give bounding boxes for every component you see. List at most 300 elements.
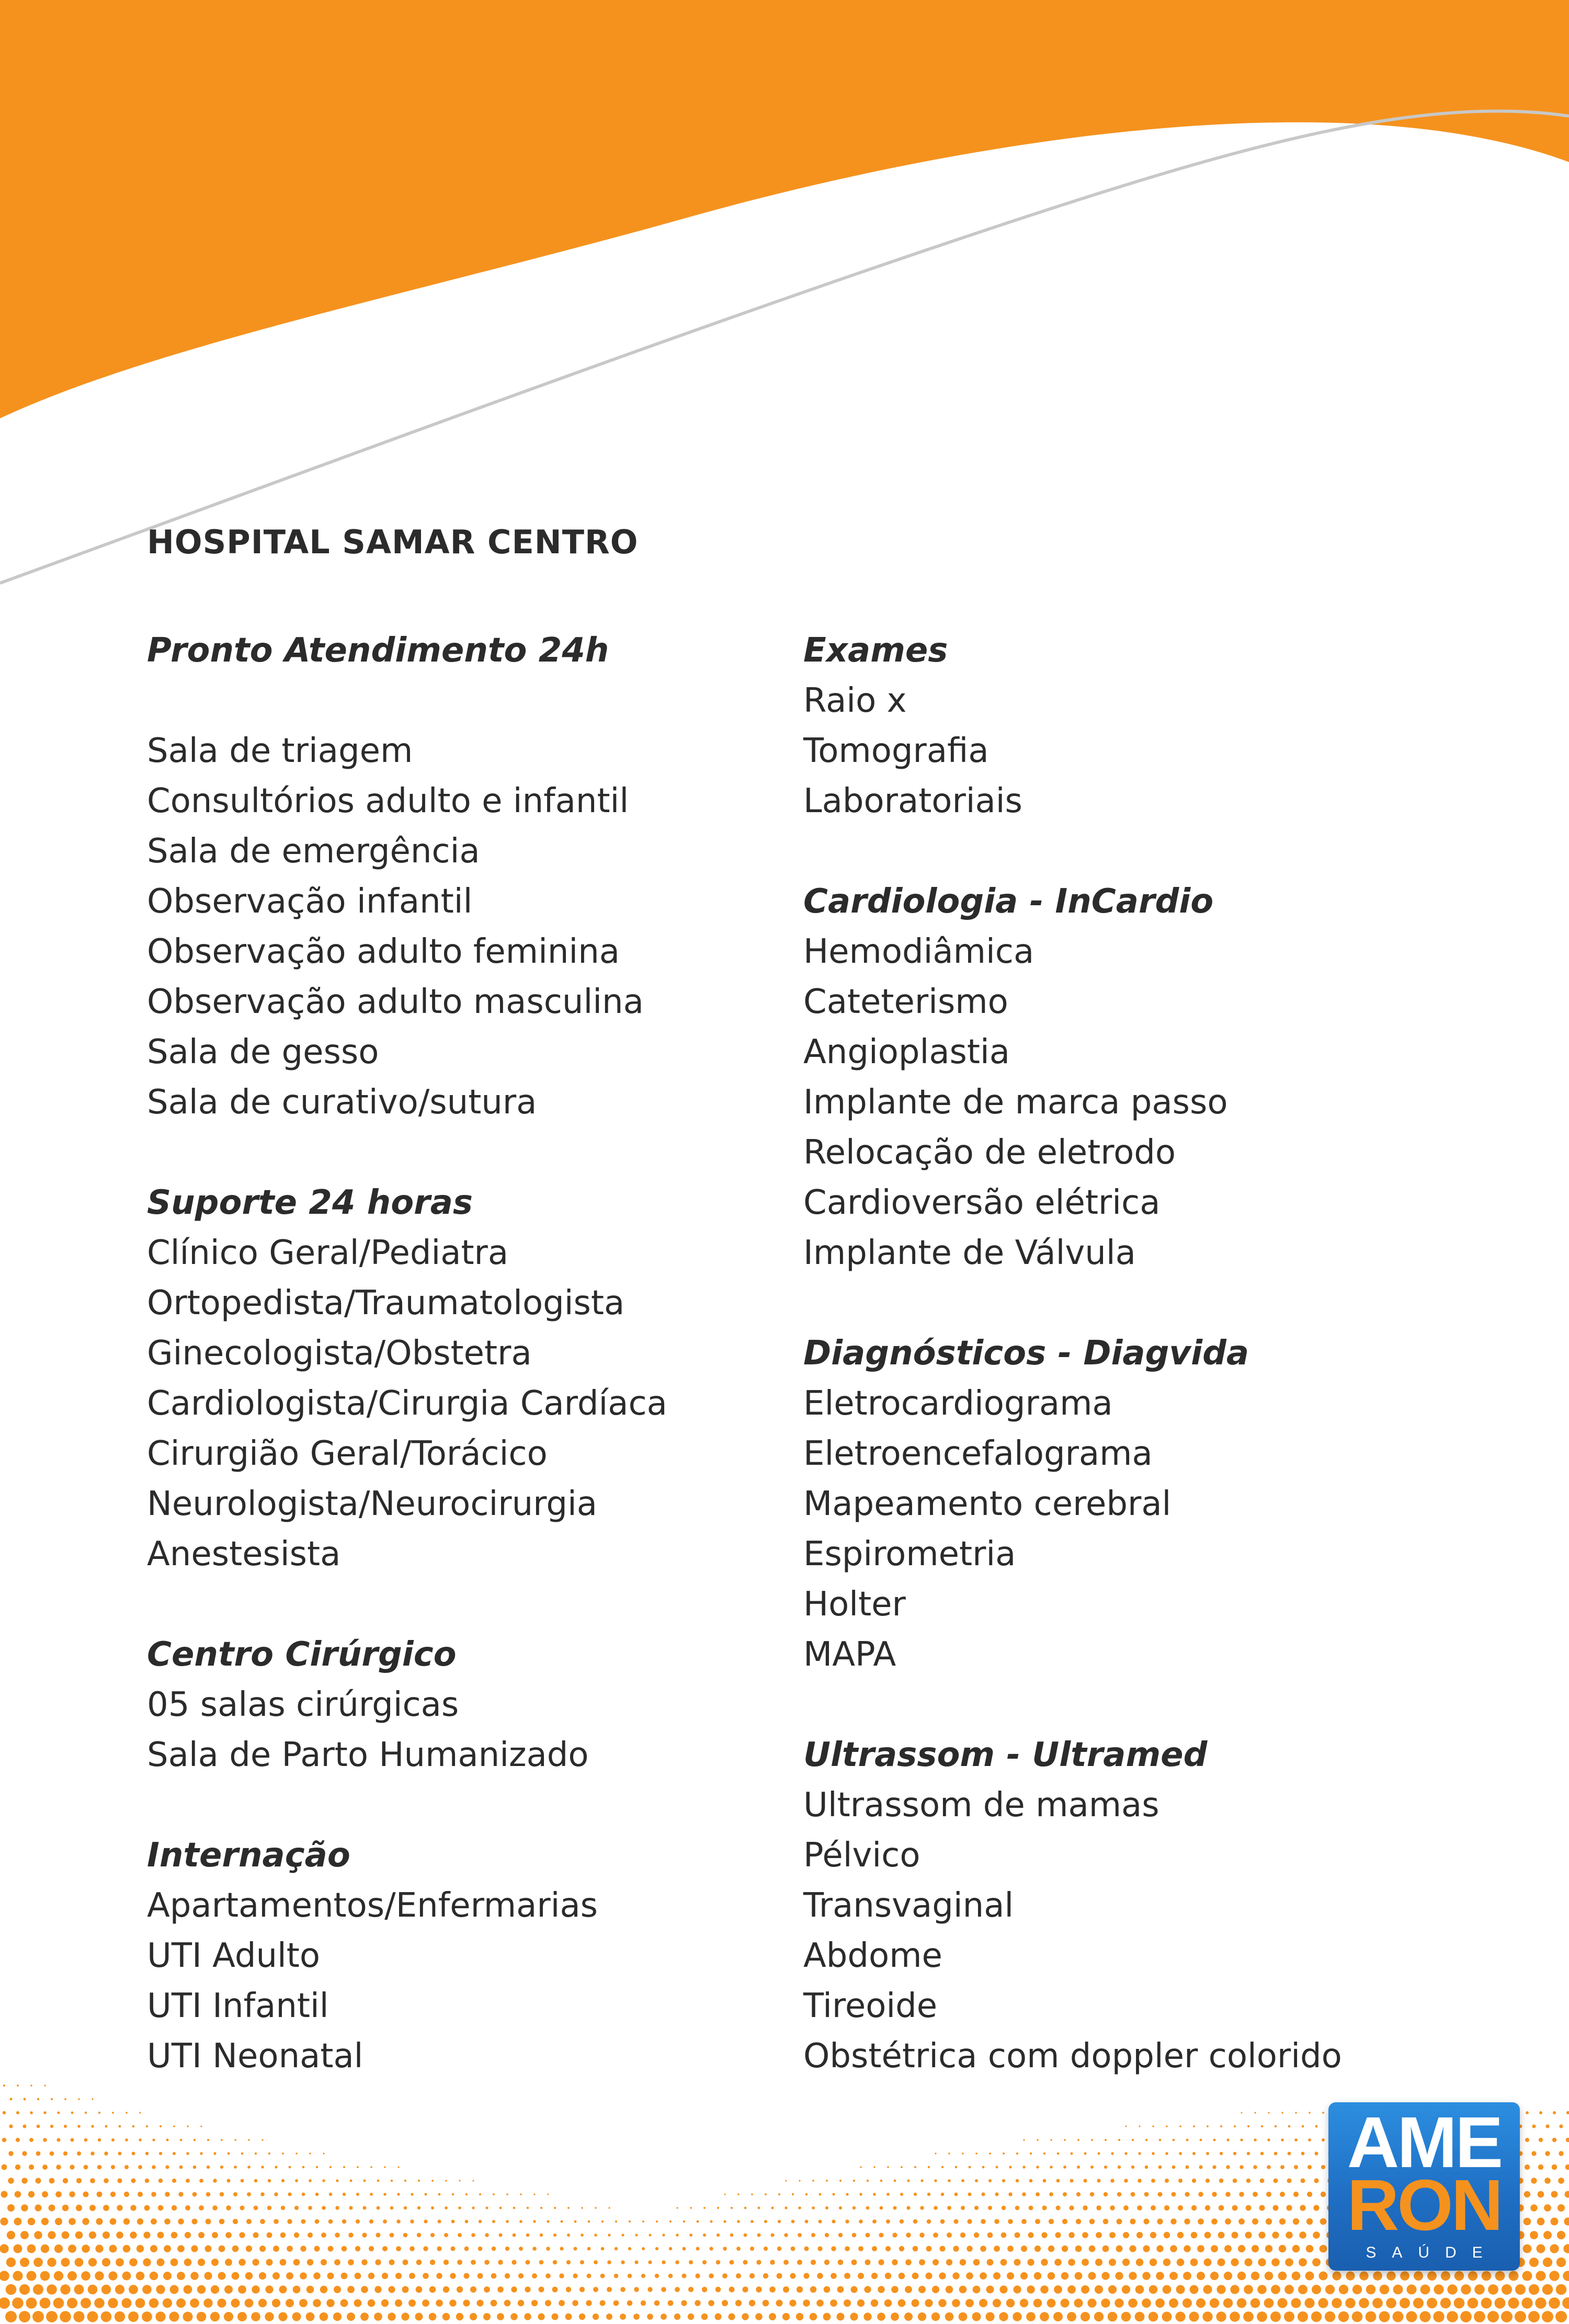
halftone-dot	[35, 2204, 41, 2211]
halftone-dot	[1240, 2138, 1243, 2141]
halftone-dot	[1226, 2165, 1230, 2169]
halftone-dot	[497, 2286, 504, 2293]
halftone-dot	[1068, 2259, 1075, 2266]
halftone-dot	[1537, 2218, 1545, 2226]
service-section	[803, 876, 1457, 1278]
halftone-dot	[1302, 2125, 1304, 2128]
halftone-dot	[641, 2274, 645, 2278]
halftone-dot	[282, 2152, 284, 2155]
halftone-dot	[777, 2247, 781, 2251]
halftone-dot	[1239, 2192, 1244, 2197]
halftone-dot	[417, 2206, 420, 2209]
section-heading: Ultrassom - Ultramed	[803, 1736, 1208, 1774]
halftone-dot	[323, 2152, 324, 2154]
halftone-dot	[47, 2258, 56, 2266]
halftone-dot	[1271, 2258, 1280, 2266]
halftone-dot	[342, 2246, 347, 2252]
halftone-dot	[116, 2258, 124, 2266]
halftone-dot	[825, 2206, 828, 2209]
halftone-dot	[518, 2273, 524, 2279]
halftone-dot	[967, 2219, 972, 2224]
halftone-dot	[803, 2299, 810, 2306]
halftone-dot	[1061, 2272, 1069, 2280]
halftone-dot	[138, 2192, 143, 2197]
section-heading: Diagnósticos - Diagvida	[803, 1334, 1249, 1373]
halftone-dot	[1158, 2192, 1163, 2197]
halftone-dot	[1088, 2272, 1096, 2280]
halftone-dot	[33, 2258, 43, 2267]
halftone-dot	[669, 2247, 672, 2250]
halftone-dot	[724, 2194, 726, 2195]
halftone-dot	[1279, 2245, 1286, 2252]
halftone-dot	[723, 2247, 726, 2250]
halftone-dot	[1027, 2259, 1034, 2265]
halftone-dot	[240, 2206, 245, 2211]
halftone-dot	[180, 2139, 183, 2141]
halftone-dot	[237, 2312, 247, 2321]
spacer	[803, 826, 1457, 876]
halftone-dot	[1189, 2311, 1199, 2321]
halftone-dot	[566, 2287, 571, 2292]
halftone-dot	[545, 2300, 551, 2306]
halftone-dot	[1460, 2311, 1472, 2322]
halftone-dot	[893, 2206, 897, 2210]
halftone-dot	[1129, 2245, 1136, 2252]
halftone-dot	[115, 2285, 124, 2294]
halftone-dot	[326, 2299, 334, 2307]
halftone-dot	[918, 2312, 926, 2321]
halftone-dot	[139, 2112, 141, 2113]
halftone-dot	[1159, 2139, 1162, 2141]
halftone-dot	[1559, 2124, 1563, 2128]
halftone-dot	[6, 2258, 16, 2267]
halftone-dot	[0, 2297, 10, 2309]
halftone-dot	[102, 2258, 110, 2266]
halftone-dot	[635, 2234, 638, 2237]
halftone-dot	[1292, 2272, 1301, 2281]
halftone-dot	[1015, 2232, 1020, 2238]
halftone-dot	[341, 2273, 348, 2280]
halftone-dot	[212, 2205, 218, 2211]
halftone-dot	[716, 2260, 720, 2264]
halftone-dot	[1163, 2259, 1171, 2266]
halftone-dot	[907, 2180, 910, 2182]
halftone-dot	[64, 2098, 66, 2100]
halftone-dot	[1040, 2285, 1049, 2294]
halftone-dot	[952, 2272, 959, 2279]
halftone-dot	[361, 2286, 368, 2293]
logo-text-ame: AME	[1347, 2102, 1502, 2183]
halftone-dot	[327, 2273, 334, 2280]
halftone-dot	[994, 2246, 1000, 2252]
halftone-dot	[105, 2125, 108, 2128]
halftone-dot	[954, 2219, 959, 2224]
halftone-dot	[253, 2232, 259, 2238]
halftone-dot	[41, 2245, 49, 2253]
halftone-dot	[1314, 2178, 1318, 2183]
halftone-dot	[186, 2179, 190, 2183]
halftone-dot	[109, 2245, 117, 2253]
halftone-dot	[892, 2232, 897, 2237]
halftone-dot	[422, 2299, 429, 2307]
halftone-dot	[1266, 2192, 1271, 2197]
halftone-dot	[1555, 2311, 1567, 2322]
halftone-dot	[1339, 2285, 1348, 2294]
halftone-dot	[519, 2220, 522, 2223]
halftone-dot	[1169, 2298, 1178, 2308]
halftone-dot	[1267, 2138, 1270, 2141]
halftone-dot	[1241, 2112, 1243, 2114]
halftone-dot	[749, 2300, 755, 2306]
halftone-dot	[152, 2138, 155, 2141]
spacer	[147, 1579, 801, 1630]
halftone-dot	[232, 2272, 240, 2280]
halftone-dot	[77, 2151, 81, 2156]
halftone-dot	[117, 2205, 122, 2211]
halftone-dot	[1081, 2285, 1089, 2294]
service-item: Sala de emergência	[147, 832, 480, 871]
halftone-dot	[313, 2272, 320, 2279]
halftone-dot	[1468, 2271, 1477, 2281]
halftone-dot	[1275, 2125, 1277, 2127]
halftone-dot	[892, 2259, 897, 2265]
halftone-dot	[1013, 2285, 1021, 2293]
halftone-dot	[519, 2247, 523, 2251]
halftone-dot	[1536, 2271, 1545, 2281]
halftone-dot	[449, 2299, 456, 2306]
halftone-dot	[838, 2233, 843, 2237]
halftone-dot	[43, 2138, 47, 2142]
halftone-dot	[1164, 2232, 1170, 2238]
halftone-dot	[1128, 2298, 1138, 2308]
halftone-dot	[1332, 2298, 1341, 2308]
halftone-dot	[334, 2259, 340, 2265]
halftone-dot	[444, 2233, 448, 2237]
halftone-dot	[1076, 2219, 1081, 2224]
service-item: UTI Infantil	[147, 1987, 329, 2025]
halftone-dot	[1186, 2166, 1189, 2169]
halftone-dot	[1285, 2258, 1293, 2266]
halftone-dot	[1200, 2139, 1202, 2141]
halftone-dot	[1306, 2218, 1313, 2225]
halftone-dot	[676, 2207, 678, 2208]
halftone-dot	[1165, 2152, 1168, 2155]
halftone-dot	[863, 2312, 871, 2320]
halftone-dot	[594, 2234, 597, 2237]
halftone-dot	[22, 2151, 27, 2156]
halftone-dot	[477, 2300, 484, 2307]
halftone-dot	[1299, 2258, 1307, 2266]
halftone-dot	[1556, 2284, 1567, 2295]
halftone-dot	[1481, 2298, 1492, 2309]
halftone-dot	[1122, 2285, 1130, 2294]
halftone-dot	[1345, 2298, 1355, 2308]
orange-wave	[0, 0, 1569, 418]
halftone-dot	[771, 2207, 774, 2209]
halftone-dot	[1199, 2165, 1202, 2169]
halftone-dot	[546, 2247, 550, 2250]
halftone-dot	[213, 2179, 217, 2182]
halftone-dot	[1420, 2285, 1430, 2295]
halftone-dot	[463, 2299, 470, 2306]
halftone-dot	[1434, 2284, 1443, 2294]
halftone-dot	[799, 2180, 800, 2181]
halftone-dot	[3, 2084, 5, 2087]
halftone-dot	[492, 2220, 495, 2223]
halftone-dot	[1267, 2165, 1271, 2169]
halftone-dot	[465, 2220, 469, 2224]
halftone-dot	[511, 2286, 517, 2292]
halftone-dot	[1311, 2311, 1322, 2322]
halftone-dot	[1562, 2297, 1569, 2309]
halftone-dot	[29, 2164, 34, 2170]
halftone-dot	[1308, 2138, 1311, 2141]
halftone-dot	[207, 2139, 209, 2141]
halftone-dot	[1406, 2311, 1417, 2322]
halftone-dot	[1386, 2298, 1396, 2308]
spacer	[803, 1278, 1457, 1328]
halftone-dot	[1033, 2299, 1042, 2308]
halftone-dot	[457, 2286, 463, 2293]
halftone-dot	[934, 2206, 938, 2210]
halftone-dot	[98, 2112, 100, 2114]
halftone-dot	[49, 2205, 55, 2212]
halftone-dot	[1042, 2206, 1047, 2211]
halftone-dot	[217, 2298, 226, 2307]
halftone-dot	[12, 2297, 24, 2309]
halftone-dot	[1037, 2139, 1038, 2140]
halftone-dot	[1069, 2205, 1074, 2210]
halftone-dot	[581, 2234, 584, 2237]
halftone-dot	[533, 2220, 536, 2223]
halftone-dot	[1151, 2205, 1156, 2211]
halftone-dot	[369, 2246, 374, 2251]
halftone-dot	[996, 2166, 998, 2169]
halftone-dot	[620, 2314, 626, 2320]
halftone-dot	[1542, 2311, 1553, 2322]
halftone-dot	[668, 2274, 673, 2279]
service-item: 05 salas cirúrgicas	[147, 1685, 459, 1724]
halftone-dot	[1318, 2298, 1328, 2308]
halftone-dot	[166, 2139, 169, 2141]
halftone-dot	[540, 2207, 542, 2209]
halftone-dot	[1529, 2258, 1539, 2267]
halftone-dot	[207, 2166, 210, 2169]
halftone-dot	[1545, 2124, 1549, 2128]
halftone-dot	[206, 2192, 211, 2197]
halftone-dot	[1352, 2311, 1363, 2322]
halftone-dot	[370, 2193, 373, 2196]
halftone-dot	[906, 2206, 910, 2209]
halftone-dot	[424, 2219, 427, 2223]
service-item: Espirometria	[803, 1535, 1016, 1574]
halftone-dot	[1002, 2179, 1005, 2182]
halftone-dot	[122, 2272, 131, 2281]
halftone-dot	[1268, 2112, 1269, 2113]
halftone-dot	[987, 2259, 994, 2266]
halftone-dot	[186, 2152, 189, 2155]
halftone-dot	[613, 2300, 619, 2306]
halftone-dot	[1252, 2245, 1259, 2252]
halftone-dot	[1102, 2246, 1109, 2252]
halftone-dot	[933, 2259, 939, 2265]
service-item: Relocação de eletrodo	[803, 1133, 1176, 1172]
service-item: Mapeamento cerebral	[803, 1485, 1172, 1523]
service-section	[147, 625, 801, 1127]
halftone-dot	[1322, 2112, 1324, 2114]
halftone-dot	[248, 2139, 249, 2140]
halftone-dot	[389, 2260, 395, 2265]
halftone-dot	[1559, 2151, 1563, 2156]
halftone-dot	[1186, 2139, 1189, 2141]
halftone-dot	[1090, 2166, 1094, 2169]
service-item: Hemodiâmica	[803, 932, 1034, 971]
halftone-dot	[429, 2313, 437, 2321]
spacer	[803, 1680, 1457, 1730]
halftone-dot	[614, 2274, 619, 2279]
halftone-dot	[295, 2179, 298, 2182]
halftone-dot	[103, 2231, 110, 2239]
halftone-dot	[1309, 2112, 1311, 2114]
halftone-dot	[110, 2192, 116, 2197]
halftone-dot	[40, 2271, 50, 2281]
halftone-dot	[769, 2286, 776, 2293]
halftone-dot	[383, 2219, 387, 2224]
halftone-dot	[442, 2313, 450, 2321]
halftone-dot	[1142, 2298, 1151, 2308]
halftone-dot	[0, 2271, 9, 2281]
halftone-dot	[852, 2206, 856, 2209]
halftone-dot	[374, 2312, 382, 2321]
halftone-dot	[224, 2312, 233, 2321]
halftone-dot	[866, 2206, 870, 2210]
halftone-dot	[939, 2272, 946, 2279]
halftone-dot	[1247, 2125, 1249, 2127]
halftone-dot	[117, 2178, 122, 2183]
halftone-dot	[1129, 2272, 1136, 2280]
halftone-dot	[878, 2259, 884, 2265]
halftone-dot	[1115, 2298, 1123, 2307]
halftone-dot	[518, 2300, 524, 2306]
halftone-dot	[1413, 2298, 1424, 2308]
halftone-dot	[1016, 2152, 1018, 2155]
halftone-dot	[1124, 2179, 1128, 2183]
halftone-dot	[866, 2233, 870, 2238]
halftone-dot	[7, 2204, 15, 2212]
halftone-dot	[198, 2259, 205, 2266]
halftone-dot	[381, 2299, 389, 2307]
halftone-dot	[1233, 2152, 1236, 2155]
halftone-dot	[1274, 2152, 1278, 2156]
halftone-dot	[877, 2312, 885, 2321]
halftone-dot	[655, 2247, 658, 2250]
halftone-dot	[382, 2273, 388, 2279]
halftone-dot	[1203, 2285, 1212, 2294]
halftone-dot	[132, 2152, 135, 2156]
halftone-dot	[1062, 2219, 1067, 2224]
halftone-dot	[239, 2232, 245, 2238]
halftone-dot	[1380, 2285, 1390, 2295]
halftone-dot	[1226, 2138, 1229, 2141]
halftone-dot	[1273, 2205, 1279, 2211]
halftone-dot	[395, 2273, 402, 2279]
halftone-dot	[969, 2166, 971, 2169]
halftone-dot	[900, 2219, 904, 2224]
halftone-dot	[1530, 2204, 1538, 2212]
halftone-dot	[278, 2312, 287, 2321]
halftone-dot	[1014, 2259, 1021, 2266]
halftone-dot	[194, 2139, 196, 2141]
halftone-dot	[64, 2125, 67, 2128]
halftone-dot	[1224, 2245, 1232, 2252]
halftone-dot	[1020, 2272, 1028, 2280]
halftone-dot	[899, 2246, 904, 2251]
halftone-dot	[988, 2179, 992, 2182]
halftone-dot	[959, 2286, 967, 2294]
halftone-dot	[76, 2205, 82, 2211]
halftone-dot	[1009, 2166, 1011, 2168]
halftone-dot	[737, 2220, 740, 2223]
halftone-dot	[634, 2287, 639, 2292]
halftone-dot	[1243, 2311, 1254, 2322]
halftone-dot	[587, 2247, 591, 2251]
halftone-dot	[552, 2287, 558, 2293]
halftone-dot	[329, 2193, 332, 2196]
halftone-dot	[824, 2286, 831, 2293]
halftone-dot	[361, 2259, 367, 2265]
halftone-dot	[554, 2207, 556, 2209]
halftone-dot	[1298, 2285, 1308, 2294]
halftone-dot	[429, 2286, 436, 2293]
halftone-dot	[1474, 2284, 1485, 2295]
halftone-dot	[1064, 2139, 1066, 2141]
halftone-dot	[36, 2151, 41, 2156]
halftone-dot	[980, 2272, 987, 2280]
halftone-dot	[443, 2286, 449, 2293]
halftone-dot	[710, 2220, 713, 2223]
halftone-dot	[743, 2260, 748, 2265]
halftone-dot	[347, 2286, 355, 2293]
halftone-dot	[947, 2206, 951, 2210]
halftone-dot	[6, 2284, 17, 2295]
halftone-dot	[1115, 2272, 1123, 2280]
halftone-dot	[418, 2180, 420, 2182]
halftone-dot	[1433, 2311, 1444, 2322]
halftone-dot	[1145, 2139, 1147, 2141]
halftone-dot	[32, 2311, 44, 2322]
halftone-dot	[1027, 2285, 1034, 2293]
halftone-dot	[1183, 2272, 1191, 2280]
halftone-dot	[1135, 2285, 1144, 2294]
halftone-dot	[391, 2180, 393, 2182]
halftone-dot	[425, 2193, 427, 2196]
halftone-dot	[1454, 2298, 1465, 2309]
halftone-dot	[905, 2286, 912, 2293]
halftone-dot	[149, 2298, 159, 2308]
service-item: Sala de triagem	[147, 732, 413, 770]
halftone-dot	[749, 2273, 755, 2279]
halftone-dot	[588, 2220, 590, 2223]
halftone-dot	[1117, 2192, 1122, 2197]
halftone-dot	[872, 2246, 877, 2251]
halftone-dot	[1338, 2311, 1349, 2322]
halftone-dot	[798, 2233, 802, 2237]
halftone-dot	[423, 2273, 429, 2279]
halftone-dot	[1542, 2284, 1553, 2295]
halftone-dot	[1558, 2178, 1564, 2184]
halftone-dot	[245, 2272, 253, 2280]
halftone-dot	[1538, 2164, 1543, 2170]
